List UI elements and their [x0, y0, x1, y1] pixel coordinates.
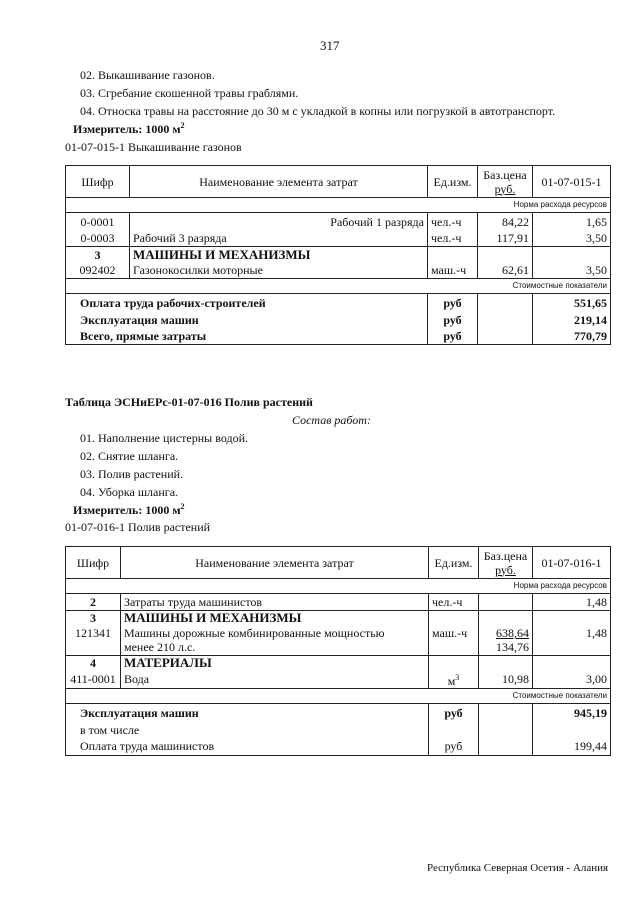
stoim-label: Стоимостные показатели — [66, 279, 611, 294]
total-name: Эксплуатация машин — [66, 704, 429, 722]
header-price: Баз.цена руб. — [479, 547, 533, 579]
work-item: 04. Относка травы на расстояние до 30 м с укладкой в копны или погрузкой в автотранспорт. — [80, 104, 556, 118]
row-value: 3,50 — [533, 263, 611, 279]
total-name: Оплата труда машинистов — [66, 738, 429, 756]
work-item: 04. Уборка шланга. — [80, 485, 179, 499]
header-unit: Ед.изм. — [428, 166, 478, 198]
total-value: 945,19 — [533, 704, 611, 722]
footer-region: Республика Северная Осетия - Алания — [427, 862, 609, 874]
row-name: Газонокосилки моторные — [130, 263, 428, 279]
total-unit: руб — [428, 312, 478, 329]
row-name: Вода — [121, 671, 429, 689]
row-unit: чел.-ч — [429, 594, 479, 611]
group-num: 3 — [66, 247, 130, 263]
row-value: 3,50 — [533, 231, 611, 247]
group-name: МАШИНЫ И МЕХАНИЗМЫ — [130, 247, 428, 263]
row-unit: маш.-ч — [428, 263, 478, 279]
row-price: 117,91 — [478, 231, 533, 247]
total-value: 770,79 — [533, 329, 611, 345]
resource-table-2 — [65, 546, 611, 756]
header-code: Шифр — [66, 547, 121, 579]
meter-label: Измеритель: 1000 $м^2$ — [73, 121, 185, 136]
row-price: 10,98 — [479, 671, 533, 689]
page-number: 317 — [320, 38, 340, 53]
work-item: 02. Снятие шланга. — [80, 449, 179, 463]
table-title: Таблица ЭСНиЕРс-01-07-016 Полив растений — [65, 395, 313, 409]
total-name: Оплата труда рабочих-строителей — [66, 294, 428, 312]
total-unit: руб — [429, 704, 479, 722]
row-code: 121341 — [66, 626, 121, 656]
work-item: 01. Наполнение цистерны водой. — [80, 431, 248, 445]
row-name: Затраты труда машинистов — [121, 594, 429, 611]
row-code: 0-0003 — [66, 231, 130, 247]
row-value: 3,00 — [533, 671, 611, 689]
total-name: Всего, прямые затраты — [66, 329, 428, 345]
resource-table-1 — [65, 165, 611, 345]
work-item: 02. Выкашивание газонов. — [80, 68, 215, 82]
group-num: 3 — [66, 611, 121, 626]
row-name: Машины дорожные комбинированные мощностью менее 210 л.с. — [121, 626, 429, 656]
row-unit: чел.-ч — [428, 213, 478, 231]
header-unit: Ед.изм. — [429, 547, 479, 579]
header-name: Наименование элемента затрат — [130, 166, 428, 198]
header-price: Баз.цена руб. — [478, 166, 533, 198]
row-name: Рабочий 3 разряда — [130, 231, 428, 247]
total-unit: руб — [428, 294, 478, 312]
row-value: 1,48 — [533, 626, 611, 656]
total-value: 219,14 — [533, 312, 611, 329]
total-value: 551,65 — [533, 294, 611, 312]
header-col: 01-07-015-1 — [533, 166, 611, 198]
total-name: Эксплуатация машин — [66, 312, 428, 329]
meter-label: Измеритель: 1000 $м^2$ — [73, 502, 185, 517]
row-unit: маш.-ч — [429, 626, 479, 656]
code-title: 01-07-015-1 Выкашивание газонов — [65, 140, 242, 154]
stoim-label: Стоимостные показатели — [66, 689, 611, 704]
incl-label: в том числе — [66, 722, 429, 738]
row-name: Рабочий 1 разряда — [130, 213, 428, 231]
row-code: 0-0001 — [66, 213, 130, 231]
header-col: 01-07-016-1 — [533, 547, 611, 579]
row-value: 1,48 — [533, 594, 611, 611]
norma-label: Норма расхода ресурсов — [66, 198, 611, 213]
group-name: МАТЕРИАЛЫ — [121, 656, 429, 671]
work-item: 03. Сгребание скошенной травы граблями. — [80, 86, 299, 100]
work-subtitle: Состав работ: — [292, 413, 371, 427]
total-value: 199,44 — [533, 738, 611, 756]
group-num: 4 — [66, 656, 121, 671]
row-unit: чел.-ч — [428, 231, 478, 247]
norma-label: Норма расхода ресурсов — [66, 579, 611, 594]
row-value: 1,65 — [533, 213, 611, 231]
header-code: Шифр — [66, 166, 130, 198]
row-code: 092402 — [66, 263, 130, 279]
row-code: 411-0001 — [66, 671, 121, 689]
work-item: 03. Полив растений. — [80, 467, 184, 481]
total-unit: руб — [429, 738, 479, 756]
row-code: 2 — [66, 594, 121, 611]
group-name: МАШИНЫ И МЕХАНИЗМЫ — [121, 611, 429, 626]
row-price: 84,22 — [478, 213, 533, 231]
row-price: 638,64 134,76 — [479, 626, 533, 656]
row-unit: $м^3$ — [429, 671, 479, 689]
header-name: Наименование элемента затрат — [121, 547, 429, 579]
row-price: 62,61 — [478, 263, 533, 279]
total-unit: руб — [428, 329, 478, 345]
code-title: 01-07-016-1 Полив растений — [65, 520, 211, 534]
